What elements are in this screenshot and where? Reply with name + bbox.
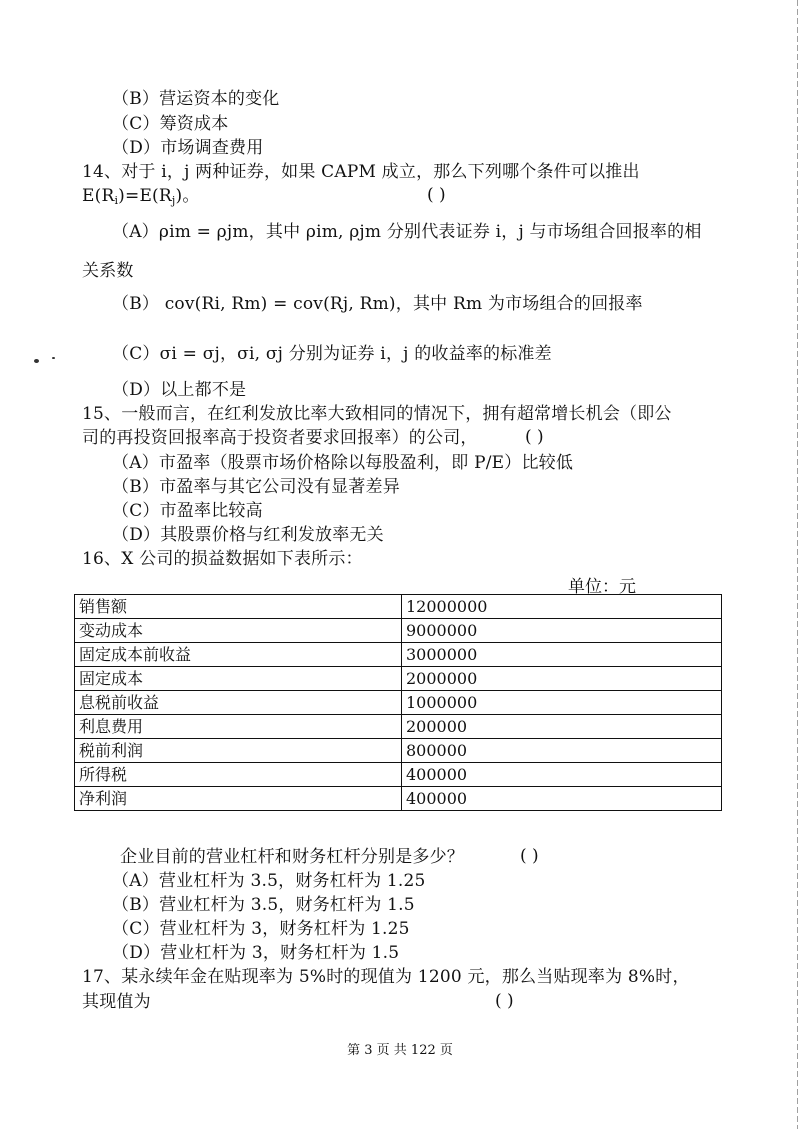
q14-sub-j: j	[171, 194, 176, 207]
table-cell-value: 200000	[402, 715, 722, 739]
table-row	[75, 643, 722, 667]
q15-option-d: （D）其股票价格与红利发放率无关	[112, 525, 384, 545]
q14-answer-blank[interactable]: ( )	[427, 185, 446, 205]
q16-option-c: （C）营业杠杆为 3，财务杠杆为 1.25	[112, 919, 410, 939]
q16-unit-label: 单位：元	[568, 577, 636, 597]
q14-stem-line2	[82, 185, 200, 212]
q14-expr: )=E(R	[118, 186, 172, 206]
q14-option-a-line1: （A）ρim = ρjm，其中 ρim, ρjm 分别代表证券 i，j 与市场组合回报率的相	[112, 222, 702, 242]
income-statement-table	[74, 594, 722, 811]
q14-option-c: （C）σi = σj，σi, σj 分别为证券 i，j 的收益率的标准差	[112, 344, 552, 364]
table-cell-value: 3000000	[402, 643, 722, 667]
table-row	[75, 619, 722, 643]
q16-option-d: （D）营业杠杆为 3，财务杠杆为 1.5	[112, 943, 400, 963]
q15-stem-line2: 司的再投资回报率高于投资者要求回报率）的公司，	[82, 428, 478, 448]
table-cell-value: 9000000	[402, 619, 722, 643]
table-row	[75, 715, 722, 739]
q17-stem-line2: 其现值为	[82, 992, 151, 1012]
table-row	[75, 787, 722, 811]
table-cell-label: 变动成本	[75, 619, 402, 643]
table-row	[75, 667, 722, 691]
table-cell-label: 利息费用	[75, 715, 402, 739]
q13-option-c: （C）筹资成本	[112, 114, 229, 134]
q16-answer-blank[interactable]: ( )	[520, 846, 539, 866]
q14-option-a-line2: 关系数	[82, 261, 134, 281]
scan-edge	[797, 0, 798, 1129]
table-cell-label: 净利润	[75, 787, 402, 811]
table-cell-value: 800000	[402, 739, 722, 763]
table-row	[75, 691, 722, 715]
table-row	[75, 763, 722, 787]
q14-stem-line1: 14、对于 i，j 两种证券，如果 CAPM 成立，那么下列哪个条件可以推出	[82, 162, 640, 182]
q15-stem-line1: 15、一般而言，在红利发放比率大致相同的情况下，拥有超常增长机会（即公	[82, 404, 672, 424]
q17-stem-line1: 17、某永续年金在贴现率为 5%时的现值为 1200 元，那么当贴现率为 8%时，	[82, 967, 690, 987]
q16-question: 企业目前的营业杠杆和财务杠杆分别是多少？	[120, 847, 464, 867]
q17-answer-blank[interactable]: ( )	[495, 991, 514, 1011]
table-cell-label: 税前利润	[75, 739, 402, 763]
table-cell-label: 固定成本	[75, 667, 402, 691]
scan-speck	[52, 357, 55, 359]
q15-option-c: （C）市盈率比较高	[112, 501, 263, 521]
page-number: 第 3 页 共 122 页	[347, 1043, 453, 1058]
table-cell-label: 销售额	[75, 595, 402, 619]
q14-option-d: （D）以上都不是	[112, 380, 247, 400]
table-row	[75, 739, 722, 763]
table-cell-value: 12000000	[402, 595, 722, 619]
q15-option-b: （B）市盈率与其它公司没有显著差异	[112, 477, 400, 497]
q13-option-d: （D）市场调查费用	[112, 138, 264, 158]
q14-option-b: （B） cov(Ri, Rm) = cov(Rj, Rm)，其中 Rm 为市场组合的回报率	[112, 294, 643, 314]
table-cell-value: 1000000	[402, 691, 722, 715]
q15-answer-blank[interactable]: ( )	[525, 427, 544, 447]
table-cell-value: 2000000	[402, 667, 722, 691]
q14-sub-i: i	[114, 194, 119, 207]
table-cell-label: 息税前收益	[75, 691, 402, 715]
q16-option-a: （A）营业杠杆为 3.5，财务杠杆为 1.25	[112, 871, 426, 891]
table-cell-label: 所得税	[75, 763, 402, 787]
table-cell-label: 固定成本前收益	[75, 643, 402, 667]
q16-option-b: （B）营业杠杆为 3.5，财务杠杆为 1.5	[112, 895, 415, 915]
scan-speck	[34, 359, 39, 363]
q14-expr: E(R	[82, 186, 115, 206]
q14-expr: )。	[175, 186, 200, 206]
q16-stem: 16、X 公司的损益数据如下表所示：	[82, 549, 363, 569]
q15-option-a: （A）市盈率（股票市场价格除以每股盈利，即 P/E）比较低	[112, 453, 574, 473]
table-cell-value: 400000	[402, 787, 722, 811]
q13-option-b: （B）营运资本的变化	[112, 89, 280, 109]
table-row	[75, 595, 722, 619]
table-cell-value: 400000	[402, 763, 722, 787]
